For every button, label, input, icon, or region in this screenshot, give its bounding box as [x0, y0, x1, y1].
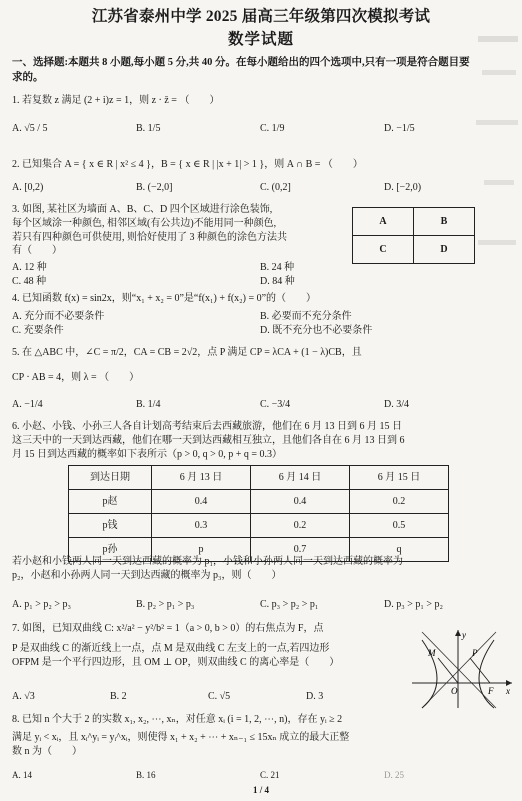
- q3-line-4: 有（ ）: [12, 245, 62, 257]
- exam-subtitle: 数学试题: [227, 31, 294, 48]
- section-heading: 一、选择题:本题共 8 小题,每小题 5 分,共 40 分。在每小题给出的四个选项中,只有一项是符合题目要求的。: [12, 57, 470, 83]
- q3-area-grid: [352, 207, 475, 264]
- q6-after-1: 若小赵和小钱两人同一天到达西藏的概率为 p₁，小钱和小孙两人同一天到达西藏的概率为: [12, 556, 403, 567]
- q7-line-3: OFPM 是一个平行四边形，且 OM ⊥ OP，则双曲线 C 的离心率是（ ）: [12, 656, 340, 668]
- q5-option-a: A. −1/4: [12, 399, 43, 410]
- label-m: M: [428, 648, 436, 658]
- q6-options: [12, 598, 508, 612]
- q3-line-2: 每个区域涂一种颜色, 相邻区域(有公共边)不能用同一种颜色,: [12, 217, 277, 229]
- table-cell: p: [152, 538, 251, 562]
- table-cell: 0.2: [251, 514, 350, 538]
- q7-line-1: 7. 如图，已知双曲线 C: x²/a² − y²/b² = 1（a > 0, b > 0）的右焦点为 F，点: [12, 623, 324, 634]
- q6-line-2: 这三天中的一天到达西藏，他们在哪一天到达西藏相互独立，且他们各自在 6 月 13 日到 6: [12, 434, 405, 446]
- table-header-cell: 到达日期: [69, 466, 152, 490]
- q5-option-b: B. 1/4: [136, 399, 161, 410]
- q8-line-3: 数 n 为（ ）: [12, 745, 82, 757]
- table-cell: 0.4: [152, 490, 251, 514]
- q6-stem: [12, 420, 508, 461]
- table-header-row: [69, 466, 449, 490]
- q2-option-c: C. (0,2]: [260, 182, 291, 193]
- q8-line-2: 满足 yᵢ < xᵢ，且 xᵢ^yᵢ = yᵢ^xᵢ，则使得 x₁ + x₂ + ⋯ + xₙ₋₁ ≤ 15xₙ 成立的最大正整: [12, 731, 350, 743]
- q6-line-1: 6. 小赵、小钱、小孙三人各自计划高考结束后去西藏旅游，他们在 6 月 13 日到 6 月 15 日: [12, 421, 402, 432]
- q8-stem: [12, 713, 508, 758]
- q6-option-b: B. p₂ > p₁ > p₃: [136, 599, 195, 610]
- q8-options: [12, 769, 508, 781]
- area-d: D: [414, 236, 475, 264]
- q5-line-1: 5. 在 △ABC 中，∠C = π/2，CA = CB = 2√2，点 P 满足 CP = λCA + (1 − λ)CB，且: [12, 347, 362, 358]
- hyperbola-figure: [408, 628, 514, 710]
- q2-option-b: B. (−2,0]: [136, 182, 173, 193]
- q8-option-a: A. 14: [12, 770, 32, 780]
- q6-followup: [12, 555, 508, 583]
- q8-option-c: C. 21: [260, 770, 280, 780]
- table-cell: 0.4: [251, 490, 350, 514]
- q5-options: [12, 398, 508, 412]
- q3-option-c: C. 48 种: [12, 275, 47, 287]
- table-cell: p钱: [69, 514, 152, 538]
- q6-option-a: A. p₁ > p₂ > p₃: [12, 599, 71, 610]
- q2-option-d: D. [−2,0): [384, 182, 422, 193]
- table-header-cell: 6 月 14 日: [251, 466, 350, 490]
- q1-option-a: A. √5 / 5: [12, 123, 48, 134]
- q1-option-c: C. 1/9: [260, 123, 285, 134]
- area-b: B: [414, 208, 475, 236]
- q5-option-c: C. −3/4: [260, 399, 291, 410]
- q8-line-1: 8. 已知 n 个大于 2 的实数 x₁, x₂, ⋯, xₙ，对任意 xᵢ (i = 1, 2, ⋯, n)，存在 yᵢ ≥ 2: [12, 714, 343, 725]
- q2-stem: 2. 已知集合 A = { x ∈ R | x² ≤ 4 }，B = { x ∈ R | |x + 1| > 1 }，则 A ∩ B = （ ）: [12, 159, 363, 170]
- table-header-cell: 6 月 13 日: [152, 466, 251, 490]
- area-a: A: [353, 208, 414, 236]
- y-axis-arrow: [455, 630, 461, 636]
- label-f: F: [488, 686, 494, 696]
- q7-options: [12, 690, 404, 704]
- label-p: P: [472, 648, 478, 658]
- q7-line-2: P 是双曲线 C 的渐近线上一点，点 M 是双曲线 C 左支上的一点,若四边形: [12, 642, 330, 654]
- table-cell: p赵: [69, 490, 152, 514]
- q5-option-d: D. 3/4: [384, 399, 409, 410]
- table-cell: 0.2: [350, 490, 449, 514]
- q7-option-c: C. √5: [208, 691, 231, 702]
- table-cell: 0.3: [152, 514, 251, 538]
- area-c: C: [353, 236, 414, 264]
- q7-option-d: D. 3: [306, 691, 324, 702]
- q3-stem: [12, 203, 347, 258]
- q6-option-d: D. p₃ > p₁ > p₂: [384, 599, 443, 610]
- q6-probability-table: [68, 465, 449, 562]
- q3-option-d: D. 84 种: [260, 275, 295, 287]
- q3-option-b: B. 24 种: [260, 262, 295, 273]
- table-row: [69, 514, 449, 538]
- q8-option-d: D. 25: [384, 770, 404, 780]
- q2-option-a: A. [0,2): [12, 182, 44, 193]
- table-cell: p孙: [69, 538, 152, 562]
- bleed-through-marks: [474, 30, 522, 270]
- q4-options: [12, 310, 508, 338]
- table-row: [69, 490, 449, 514]
- q1-stem: 1. 若复数 z 满足 (2 + i)z = 1，则 z · z̄ = （ ）: [12, 95, 220, 106]
- q8-option-b: B. 16: [136, 770, 156, 780]
- q6-option-c: C. p₃ > p₂ > p₁: [260, 599, 319, 610]
- label-o: O: [451, 686, 458, 696]
- q3-line-1: 3. 如图, 某社区为墙面 A、B、C、D 四个区域进行涂色装饰,: [12, 204, 273, 215]
- q7-stem: [12, 622, 404, 669]
- q4-option-c: C. 充要条件: [12, 324, 64, 336]
- table-cell: q: [350, 538, 449, 562]
- q4-option-d: D. 既不充分也不必要条件: [260, 324, 373, 336]
- table-cell: 0.7: [251, 538, 350, 562]
- label-x: x: [506, 686, 510, 696]
- q6-after-2: p₂，小赵和小孙两人同一天到达西藏的概率为 p₃，则（ ）: [12, 569, 282, 581]
- q3-options: [12, 261, 508, 289]
- label-y: y: [462, 630, 466, 640]
- exam-title: 江苏省泰州中学 2025 届高三年级第四次模拟考试: [91, 8, 431, 25]
- q7-option-b: B. 2: [110, 691, 127, 702]
- q7-option-a: A. √3: [12, 691, 35, 702]
- q5-line-2: CP · AB = 4，则 λ = （ ）: [12, 372, 140, 383]
- q1-option-d: D. −1/5: [384, 123, 415, 134]
- q3-line-3: 若只有四种颜色可供使用, 则恰好使用了 3 种颜色的涂色方法共: [12, 231, 287, 243]
- q4-option-b: B. 必要而不充分条件: [260, 311, 352, 322]
- q4-option-a: A. 充分而不必要条件: [12, 311, 105, 322]
- q1-option-b: B. 1/5: [136, 123, 161, 134]
- table-header-cell: 6 月 15 日: [350, 466, 449, 490]
- q6-line-3: 月 15 日到达西藏的概率如下表所示（p > 0, q > 0, p + q = 0.3）: [12, 448, 283, 460]
- q4-stem: 4. 已知函数 f(x) = sin2x，则“x₁ + x₂ = 0”是“f(x₁) + f(x₂) = 0”的（ ）: [12, 293, 317, 304]
- table-cell: 0.5: [350, 514, 449, 538]
- q3-option-a: A. 12 种: [12, 262, 47, 273]
- q2-options: [12, 181, 508, 195]
- q1-options: [12, 122, 508, 136]
- page-number: 1 / 4: [252, 785, 269, 795]
